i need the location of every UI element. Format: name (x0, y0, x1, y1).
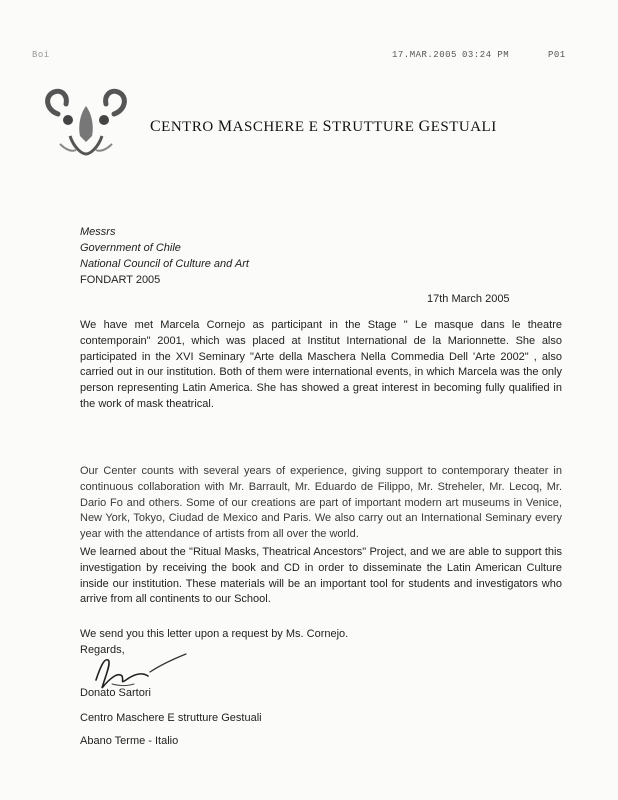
signer-name: Donato Sartori (80, 687, 151, 699)
mask-logo-icon (40, 84, 132, 158)
letter-date: 17th March 2005 (427, 293, 510, 305)
fax-left-mark: Boi (32, 50, 50, 60)
body-paragraph-1: We have met Marcela Cornejo as participant in the Stage " Le masque dans le theatre contemporain" 2001, which was placed at Institut International de la Marionnette. She also participated in the XVI Seminary "Arte della Maschera Nella Commedia Dell 'Arte 2002" , also carried out in our institution. Both of them were international events, in which Marcela was the only person representing Latin America. She has showed a great interest in becoming fully qualified in the work of mask theatrical. (80, 319, 562, 410)
body-paragraph-2: Our Center counts with several years of experience, giving support to contemporary theater in continuous collaboration with Mr. Barrault, Mr. Eduardo de Filippo, Mr. Streheler, Mr. Lecoq, Mr. Dario Fo and others. Some of our creations are part of important modern art museums in Venice, New York, Tokyo, Ciudad de Mexico and Paris. We also carry out an International Seminary every year with the attendance of artists from all over the world. (80, 465, 562, 541)
body-paragraph-3: We learned about the "Ritual Masks, Theatrical Ancestors" Project, and we are able to support this investigation by receiving the book and CD in order to disseminate the Latin American Culture inside our institution. These materials will be an important tool for students and investigators who arrive from all continents to our School. (80, 546, 562, 606)
fax-time: 03:24 PM (462, 50, 510, 60)
addressee-line: Messrs (80, 226, 116, 238)
addressee-line: Government of Chile (80, 242, 181, 254)
closing-salutation: Regards, (80, 643, 125, 656)
closing-line: We send you this letter upon a request by Ms. Cornejo. (80, 628, 349, 640)
fax-page-number: P01 (548, 50, 566, 60)
addressee-line: FONDART 2005 (80, 274, 161, 286)
signer-organization: Centro Maschere E strutture Gestuali (80, 712, 262, 724)
fax-header (0, 50, 618, 64)
letterhead-org-name: CENTRO MASCHERE E STRUTTURE GESTUALI (150, 118, 497, 135)
signer-location: Abano Terme - Italio (80, 735, 179, 747)
addressee-block (80, 224, 249, 288)
fax-date: 17.MAR.2005 (392, 50, 457, 60)
addressee-line: National Council of Culture and Art (80, 258, 249, 270)
